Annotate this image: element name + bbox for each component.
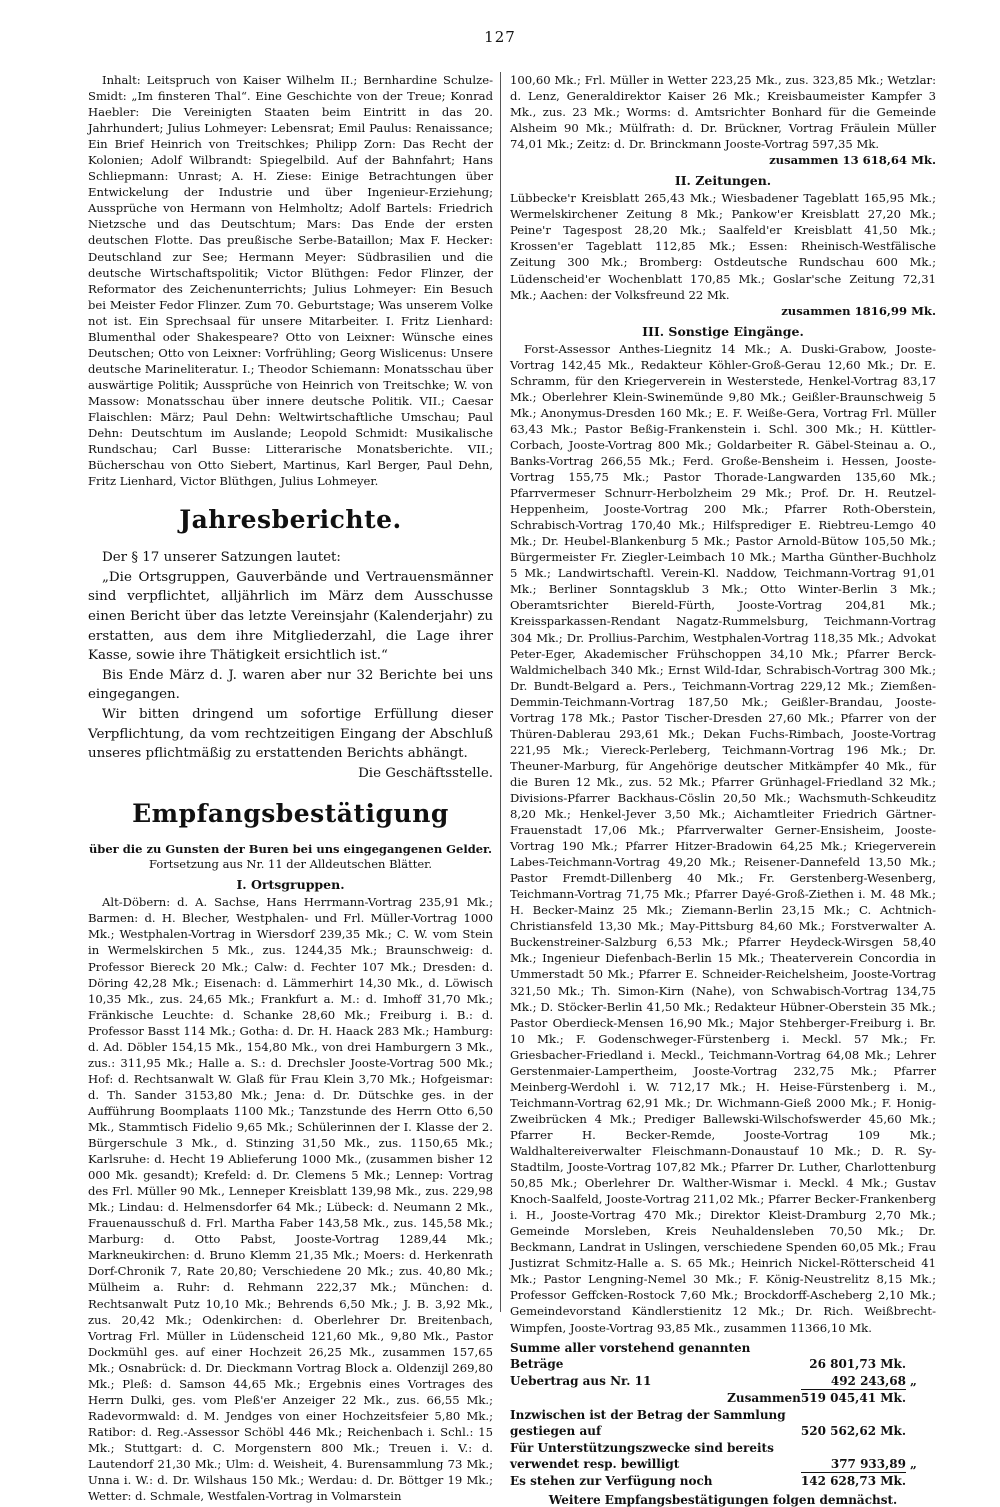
sums-row (510, 1407, 936, 1440)
sums-amount: 142 628,73 Mk. (800, 1474, 906, 1489)
left-column (88, 72, 493, 1504)
sums-suffix (906, 1340, 936, 1373)
sums-row (510, 1440, 936, 1473)
section-1-total: zusammen 13 618,64 Mk. (769, 153, 936, 168)
sums-amount: 520 562,62 Mk. (800, 1424, 906, 1439)
final-note: Weitere Empfangsbestätigungen folgen demnächst. (548, 1492, 898, 1507)
sums-label: Summe aller vorstehend genannten Beträge (510, 1340, 751, 1372)
sums-suffix (906, 1390, 936, 1407)
section-1-continuation: 100,60 Mk.; Frl. Müller in Wetter 223,25 Mk., zus. 323,85 Mk.; Wetzlar: d. Lenz, Generaldirektor Kaiser 26 Mk.; Kreisbaumeister Kampfer 3 Mk., zus. 23 Mk.; Worms: d. Amtsrichter Bonhard für die Gemeinde Alsheim 90 Mk.; Mülfrath: d. Dr. Brückner, Vortrag Fräulein Müller 74,01 Mk.; Zeitz: d. Dr. Brinckmann Jooste-Vortrag 597,35 Mk. (510, 73, 936, 152)
section-1-heading: I. Ortsgruppen. (236, 877, 345, 893)
sums-amount: 26 801,73 Mk. (809, 1357, 906, 1372)
column-divider (500, 72, 501, 1312)
sums-label: Für Unterstützungszwecke sind bereits verwendet resp. bewilligt (510, 1440, 774, 1472)
sums-table (510, 1340, 936, 1490)
sums-amount: 492 243,68 (801, 1373, 906, 1390)
sums-row (510, 1373, 936, 1390)
sums-row (510, 1390, 936, 1407)
section-2-heading: II. Zeitungen. (674, 173, 772, 189)
jahresberichte-body-2: Wir bitten dringend um sofortige Erfüllung dieser Verpflichtung, da vom rechtzeitigen Eingang der Abschluß unseres pflichtmäßig zu erstattenden Berichts abhängt. (88, 706, 493, 762)
jahresberichte-title: Jahresberichte. (179, 505, 402, 535)
empfang-title: Empfangsbestätigung (132, 799, 449, 829)
jahresberichte-quote: „Die Ortsgruppen, Gauverbände und Vertrauensmänner sind verpflichtet, alljährlich im März dem Ausschusse einen Bericht über das letzte Vereinsjahr (Kalenderjahr) zu erstatten, aus dem ihre Mitgliederzahl, die Lage ihrer Kasse, sowie ihre Thätigkeit ersichtlich ist.“ (88, 569, 493, 664)
section-2-text: Lübbecke'r Kreisblatt 265,43 Mk.; Wiesbadener Tageblatt 165,95 Mk.; Wermelskirchener Zeitung 8 Mk.; Pankow'er Kreisblatt 27,20 Mk.; Peine'r Tagespost 28,20 Mk.; Saalfeld'er Kreisblatt 41,50 Mk.; Krossen'er Tageblatt 112,85 Mk.; Essen: Rheinisch-Westfälische Zeitung 300 Mk.; Bromberg: Ostdeutsche Rundschau 600 Mk.; Lüdenscheid'er Wochenblatt 170,85 Mk.; Goslar'sche Zeitung 72,31 Mk.; Aachen: der Volksfreund 22 Mk. (510, 191, 936, 302)
empfang-subtitle: über die zu Gunsten der Buren bei uns eingegangenen Gelder. (88, 842, 493, 857)
sums-row (510, 1340, 936, 1373)
contents-paragraph: Inhalt: Leitspruch von Kaiser Wilhelm II.; Bernhardine Schulze-Smidt: „Im finsteren Thal“. Eine Geschichte von der Treue; Konrad Haebler: Die Vereinigten Staaten beim Eintritt in das 20. Jahrhundert; Julius Lohmeyer: Lebensrat; Emil Paulus: Renaissance; Ein Brief Heinrich von Treitschkes; Philipp Zorn: Das Recht der Kolonien; Adolf Wilbrandt: Spiegelbild. Auf der Bahnfahrt; Hans Schliepmann: Unrast; A. H. Ziese: Einige Betrachtungen über Entwickelung der Industrie und über Ingenieur-Erziehung; Aussprüche von Hermann von Helmholtz; Adolf Bartels: Friedrich Nietzsche und das Deutschtum; Mars: Das Ende der ersten deutschen Flotte. Das preußische Serbe-Bataillon; Max F. Hecker: Deutschland zur See; Hermann Meyer: Südbrasilien und die deutsche Wirtschaftspolitik; Victor Blüthgen: Fedor Flinzer, der Reformator des Zeichenunterrichts; Julius Lohmeyer: Ein Besuch bei Meister Fedor Flinzer. Zum 70. Geburtstage; Was unserem Volke not ist. Ein Sprechsaal für unsere Mitarbeiter. I. Fritz Lienhard: Blumenthal oder Shakespeare? Otto von Leixner: Wünsche eines Deutschen; Otto von Leixner: Vorfrühling; Georg Wislicenus: Unsere deutsche Marineliteratur. I.; Theodor Schiemann: Monatsschau über auswärtige Politik; Aussprüche von Heinrich von Treitschke; W. von Massow: Monatsschau über innere deutsche Politik. VII.; Caesar Flaischlen: März; Paul Dehn: Weltwirtschaftliche Umschau; Paul Dehn: Deutschtum im Auslande; Leopold Schmidt: Musikalische Rundschau; Carl Busse: Litterarische Monatsberichte. VII.; Bücherschau von Otto Siebert, Martinus, Karl Berger, Paul Dehn, Fritz Lienhard, Victor Blüthgen, Julius Lohmeyer. (88, 73, 493, 489)
section-3-heading: III. Sonstige Eingänge. (642, 323, 804, 339)
section-1-text: Alt-Döbern: d. A. Sachse, Hans Herrmann-Vortrag 235,91 Mk.; Barmen: d. H. Blecher, Westphalen- und Frl. Müller-Vortrag 1000 Mk.; Westphalen-Vortrag in Wiersdorf 239,35 Mk.; C. W. vom Stein in Wermelskirchen 5 Mk., zus. 1244,35 Mk.; Braunschweig: d. Professor Biereck 20 Mk.; Calw: d. Fechter 107 Mk.; Dresden: d. Döring 42,28 Mk.; Eisenach: d. Lämmerhirt 14,30 Mk., d. Löwisch 10,35 Mk., zus. 24,65 Mk.; Frankfurt a. M.: d. Imhoff 31,70 Mk.; Fränkische Leuchte: d. Schanke 28,60 Mk.; Freiburg i. B.: d. Professor Basst 114 Mk.; Gotha: d. Dr. H. Haack 283 Mk.; Hamburg: d. Ad. Döbler 154,15 Mk., 154,80 Mk., von drei Hamburgern 3 Mk., zus.: 311,95 Mk.; Halle a. S.: d. Drechsler Jooste-Vortrag 500 Mk.; Hof: d. Rechtsanwalt W. Glaß für Frau Klein 3,70 Mk.; Hofgeismar: d. Th. Sander 3153,80 Mk.; Jena: d. Dr. Dütschke ges. in der Aufführung Boomplaats 1100 Mk.; Tanzstunde des Herrn Otto 6,50 Mk., Stammtisch Fidelio 9,65 Mk.; Schülerinnen der I. Klasse der 2. Bürgerschule 3 Mk., d. Stinzing 31,50 Mk., zus. 1150,65 Mk.; Karlsruhe: d. Hecht 19 Ablieferung 1000 Mk., (zusammen bisher 12 000 Mk. gesandt); Krefeld: d. Dr. Clemens 5 Mk.; Lennep: Vortrag des Frl. Müller 90 Mk., Lenneper Kreisblatt 139,98 Mk., zus. 229,98 Mk.; Lindau: d. Helmensdorfer 64 Mk.; Lübeck: d. Neumann 2 Mk., Frauenausschuß d. Frl. Martha Faber 143,58 Mk., zus. 145,58 Mk.; Marburg: d. Otto Pabst, Jooste-Vortrag 1289,44 Mk.; Markneukirchen: d. Bruno Klemm 21,35 Mk.; Moers: d. Herkenrath Dorf-Chronik 7, Rate 20,80; Verschiedene 20 Mk.; zus. 40,80 Mk.; Mülheim a. Ruhr: d. Rehmann 222,37 Mk.; München: d. Rechtsanwalt Putz 10,10 Mk.; Behrends 6,50 Mk.; J. B. 3,92 Mk., zus. 20,42 Mk.; Odenkirchen: d. Oberlehrer Dr. Breitenbach, Vortrag Frl. Müller in Lüdenscheid 121,60 Mk., 9,80 Mk., Pastor Dockmühl ges. auf einer Hochzeit 26,25 Mk., zusammen 157,65 Mk.; Osnabrück: d. Dr. Dieckmann Vortrag Block a. Oldenzijl 269,80 Mk.; Pleß: d. Samson 44,65 Mk.; Ergebnis eines Vortrages des Herrn Dulki, ges. vom Pleß'er Anzeiger 22 Mk., zus. 66,55 Mk.; Radevormwald: d. M. Jendges von einer Hochzeitsfeier 5,80 Mk.; Ratibor: d. Reg.-Assessor Schöbl 446 Mk.; Reichenbach i. Schl.: 15 Mk.; Stuttgart: d. C. Morgenstern 800 Mk.; Treuen i. V.: d. Lautendorf 21,30 Mk.; Ulm: d. Weisheit, 4. Burensammlung 73 Mk.; Unna i. W.: d. Dr. Wilshaus 150 Mk.; Werdau: d. Dr. Böttger 19 Mk.; Wetter: d. Schmale, Westfalen-Vortrag in Volmarstein (88, 895, 493, 1504)
sums-suffix: „ (910, 1457, 917, 1472)
sums-suffix: „ (910, 1374, 917, 1389)
sums-suffix (906, 1473, 936, 1490)
section-3-text: Forst-Assessor Anthes-Liegnitz 14 Mk.; A. Duski-Grabow, Jooste-Vortrag 142,45 Mk., Redakteur Köhler-Groß-Gerau 12,60 Mk.; Dr. E. Schramm, für den Kriegerverein in Westerstede, Henkel-Vortrag 83,17 Mk.; Oberlehrer Klein-Swinemünde 9,80 Mk.; Geißler-Braunschweig 5 Mk.; Anonymus-Dresden 160 Mk.; E. F. Weiße-Gera, Vortrag Frl. Müller 63,43 Mk.; Pastor Beßig-Frankenstein i. Schl. 300 Mk.; H. Küttler-Corbach, Jooste-Vortrag 800 Mk.; Goldarbeiter R. Gäbel-Steinau a. O., Banks-Vortrag 266,55 Mk.; Ferd. Große-Bensheim i. Hessen, Jooste-Vortrag 155,75 Mk.; Pastor Thorade-Langwarden 135,60 Mk.; Pfarrvermeser Schnurr-Herbolzheim 29 Mk.; Prof. Dr. H. Reutzel-Heppenheim, Jooste-Vortrag 200 Mk.; Pfarrer Roth-Oberstein, Schrabisch-Vortrag 170,40 Mk.; Hilfsprediger E. Riebtreu-Lemgo 40 Mk.; Dr. Heubel-Blankenburg 5 Mk.; Pastor Arnold-Bütow 105,50 Mk.; Bürgermeister Fr. Ziegler-Leimbach 10 Mk.; Martha Günther-Buchholz 5 Mk.; Landwirtschaftl. Verein-Kl. Naddow, Teichmann-Vortrag 91,01 Mk.; Berliner Sonntagsklub 3 Mk.; Otto Winter-Berlin 3 Mk.; Oberamtsrichter Biereld-Fürth, Jooste-Vortrag 204,81 Mk.; Kreissparkassen-Rendant Nagatz-Rummelsburg, Teichmann-Vortrag 304 Mk.; Dr. Prollius-Parchim, Westphalen-Vortrag 118,35 Mk.; Advokat Peter-Eger, Akademischer Frühschoppen 34,10 Mk.; Pfarrer Berck-Waldmichelbach 340 Mk.; Ernst Wild-Idar, Schrabisch-Vortrag 300 Mk.; Dr. Bundt-Belgard a. Pers., Teichmann-Vortrag 229,12 Mk.; Ziemßen-Demmin-Teichmann-Vortrag 187,50 Mk.; Geißler-Brandau, Jooste-Vortrag 178 Mk.; Pastor Tischer-Dresden 27,60 Mk.; Pfarrer von der Thüren-Dablerau 293,61 Mk.; Dekan Fuchs-Rimbach, Jooste-Vortrag 221,95 Mk.; Viereck-Perleberg, Teichmann-Vortrag 196 Mk.; Dr. Theuner-Marburg, für Angehörige deutscher Mitkämpfer 40 Mk., für die Buren 12 Mk., zus. 52 Mk.; Pfarrer Grünhagel-Friedland 32 Mk.; Divisions-Pfarrer Backhaus-Cöslin 20,50 Mk.; Wachsmuth-Schkeuditz 8,20 Mk.; Henkel-Jever 3,50 Mk.; Aichamtleiter Friedrich Gärtner-Frauenstadt 17,06 Mk.; Pfarrverwalter Gerner-Ensisheim, Jooste-Vortrag 190 Mk.; Pfarrer Hitzer-Bradowin 64,25 Mk.; Kriegerverein Labes-Teichmann-Vortrag 49,20 Mk.; Reisener-Dannefeld 13,50 Mk.; Pastor Fremdt-Dillenberg 40 Mk.; Fr. Gerstenberg-Wesenberg, Teichmann-Vortrag 71,75 Mk.; Pfarrer Dayé-Groß-Ziethen i. M. 48 Mk.; H. Becker-Mainz 25 Mk.; Ziemann-Berlin 23,15 Mk.; C. Achtnich-Christiansfeld 13,30 Mk.; May-Pittsburg 84,60 Mk.; Forstverwalter A. Buckenstreiner-Salzburg 6,53 Mk.; Pfarrer Heydeck-Wirsgen 58,40 Mk.; Ingenieur Diefenbach-Berlin 15 Mk.; Theaterverein Concordia in Ummerstadt 50 Mk.; Pfarrer E. Schneider-Reichelsheim, Jooste-Vortrag 321,50 Mk.; Th. Simon-Kirn (Nahe), von Schwabisch-Vortrag 134,75 Mk.; D. Stöcker-Berlin 41,50 Mk.; Redakteur Hübner-Oberstein 35 Mk.; Pastor Oberdieck-Mensen 16,90 Mk.; Major Stehberger-Freiburg i. Br. 10 Mk.; F. Godenschweger-Fürstenberg i. Meckl. 57 Mk.; Fr. Griesbacher-Friedland i. Meckl., Teichmann-Vortrag 64,08 Mk.; Lehrer Gerstenmaier-Lampertheim, Jooste-Vortrag 232,75 Mk.; Pfarrer Meinberg-Werdohl i. W. 712,17 Mk.; H. Heise-Fürstenberg i. M., Teichmann-Vortrag 62,91 Mk.; Dr. Wichmann-Gieß 2000 Mk.; F. Honig-Zweibrücken 4 Mk.; Prediger Ballewski-Wilschofswerder 45,60 Mk.; Pfarrer H. Becker-Remde, Jooste-Vortrag 109 Mk.; Waldhaltereiverwalter Fleischmann-Donaustauf 10 Mk.; D. R. Sy-Stadtilm, Jooste-Vortrag 107,82 Mk.; Pfarrer Dr. Luther, Charlottenburg 50,85 Mk.; Oberlehrer Dr. Walther-Wismar i. Meckl. 4 Mk.; Gustav Knoch-Saalfeld, Jooste-Vortrag 211,02 Mk.; Pfarrer Becker-Frankenberg i. H., Jooste-Vortrag 470 Mk.; Direktor Kleist-Dramburg 2,70 Mk.; Gemeinde Morsleben, Kreis Neuhaldensleben 70,50 Mk.; Dr. Beckmann, Landrat in Uslingen, verschiedene Spenden 60,05 Mk.; Frau Justizrat Schmitz-Halle a. S. 65 Mk.; Heinrich Nickel-Rötterscheid 41 Mk.; Pastor Lengning-Nemel 30 Mk.; F. König-Neustrelitz 8,15 Mk.; Professor Geffcken-Rostock 7,60 Mk.; Brockdorff-Ascheberg 2,10 Mk.; Gemeindevorstand Kändlerstienitz 12 Mk.; Dr. Rich. Weißbrecht-Wimpfen, Jooste-Vortrag 93,85 Mk., zusammen 11366,10 Mk. (510, 341, 936, 1335)
sums-row (510, 1473, 936, 1490)
jahresberichte-body-1: Bis Ende März d. J. waren aber nur 32 Berichte bei uns eingegangen. (88, 667, 493, 703)
sums-amount: 377 933,89 (801, 1440, 906, 1473)
jahresberichte-block (88, 548, 493, 783)
sums-label: Es stehen zur Verfügung noch (510, 1474, 713, 1489)
page-number: 127 (484, 28, 516, 46)
right-column (510, 72, 936, 1507)
sums-amount: 519 045,41 Mk. (800, 1391, 906, 1406)
sums-label: Inzwischen ist der Betrag der Sammlung gestiegen auf (510, 1407, 786, 1439)
sums-label: Zusammen (727, 1391, 801, 1406)
jahresberichte-signature: Die Geschäftsstelle. (358, 765, 493, 781)
section-2-total: zusammen 1816,99 Mk. (781, 303, 936, 318)
sums-label: Uebertrag aus Nr. 11 (510, 1374, 652, 1389)
empfang-continuation: Fortsetzung aus Nr. 11 der Alldeutschen Blätter. (148, 857, 433, 872)
jahresberichte-intro: Der § 17 unserer Satzungen lautet: (102, 550, 341, 566)
sums-suffix (906, 1407, 936, 1440)
